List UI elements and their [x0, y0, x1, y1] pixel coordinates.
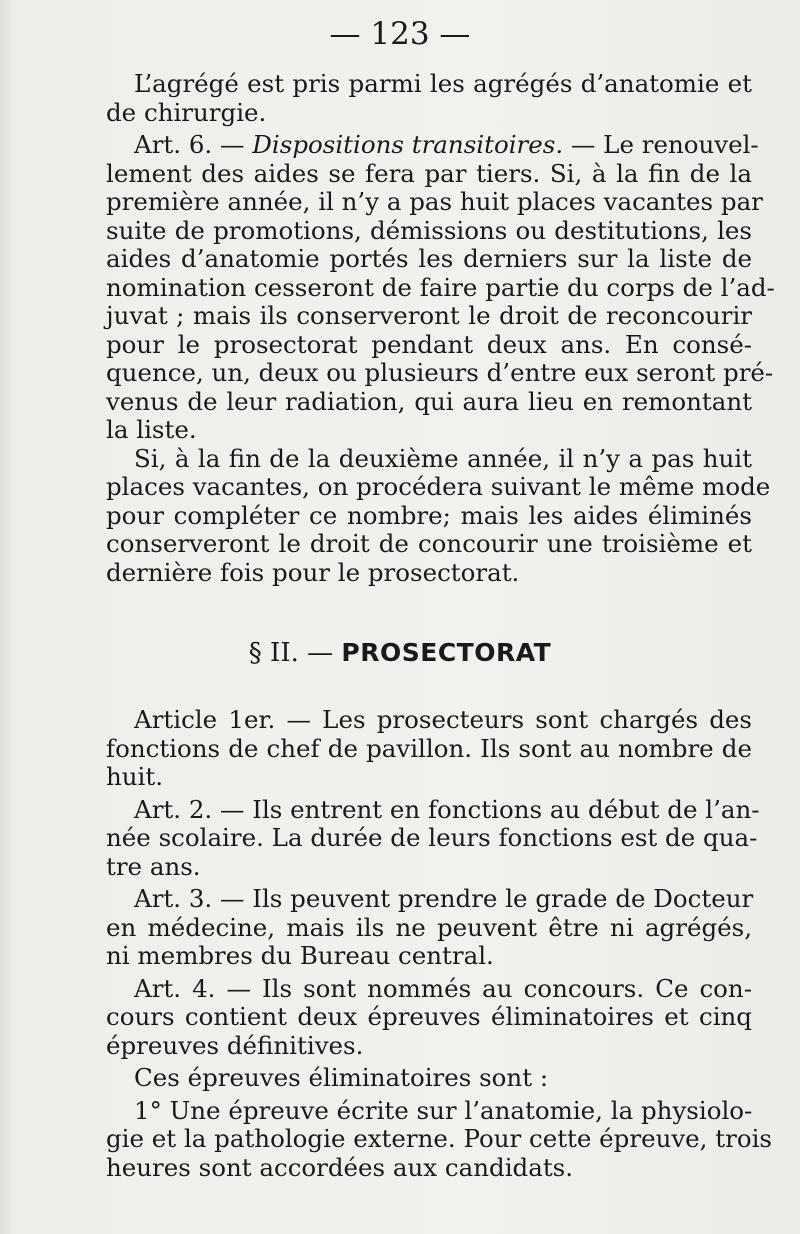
article-6-label: Art. 6. —: [134, 130, 253, 159]
text-line: première année, il n’y a pas huit places vacantes par: [106, 187, 763, 216]
text-line: de chirurgie.: [106, 97, 267, 127]
text-line: L’agrégé est pris parmi les agrégés d’anatomie et: [134, 69, 752, 98]
text-line: Ces épreuves éliminatoires sont :: [134, 1063, 549, 1092]
text-line: pour compléter ce nombre; mais les aides éliminés: [106, 500, 752, 530]
text-line: en médecine, mais ils ne peuvent être ni agrégés,: [106, 912, 752, 942]
article-2-line: Art. 2. — Ils entrent en fonctions au début de l’an-: [134, 794, 760, 824]
text-line: pour le prosectorat pendant deux ans. En consé-: [106, 329, 752, 359]
section-number: § II. —: [248, 638, 334, 668]
text-line: suite de promotions, démissions ou destitutions, les: [106, 215, 752, 245]
text-line: tre ans.: [106, 851, 201, 881]
text-line: aides d’anatomie portés les derniers sur la liste de: [106, 244, 752, 273]
text-line: cours contient deux épreuves éliminatoires et cinq: [106, 1002, 752, 1031]
section-heading: [0, 636, 800, 670]
article-6-title: Dispositions transitoires.: [252, 130, 564, 159]
text-block-top: [106, 69, 775, 587]
text-line: huit.: [106, 762, 164, 791]
article-6-text: — Le renouvel-: [563, 130, 759, 159]
article-6-heading-line: [106, 130, 759, 160]
text-line: places vacantes, on procédera suivant le même mode: [106, 472, 771, 501]
item-1-line: 1° Une épreuve écrite sur l’anatomie, la physiolo-: [134, 1095, 753, 1125]
text-block-prosectorat: [106, 705, 772, 1182]
text-line: gie et la pathologie externe. Pour cette épreuve, trois: [106, 1124, 772, 1153]
section-title: PROSECTORAT: [341, 638, 552, 667]
article-3-line: Art. 3. — Ils peuvent prendre le grade de Docteur: [134, 884, 754, 913]
text-line: Si, à la fin de la deuxième année, il n’y a pas huit: [134, 443, 752, 473]
text-line: nomination cesseront de faire partie du corps de l’ad-: [106, 272, 775, 302]
text-line: épreuves définitives.: [106, 1030, 364, 1060]
text-line: heures sont accordées aux candidats.: [106, 1152, 574, 1182]
text-line: lement des aides se fera par tiers. Si, à la fin de la: [106, 158, 752, 188]
text-line: venus de leur radiation, qui aura lieu en remontant: [106, 386, 752, 416]
text-line: ni membres du Bureau central.: [106, 941, 494, 970]
text-line: la liste.: [106, 415, 197, 444]
text-line: conserveront le droit de concourir une troisième et: [106, 529, 752, 558]
article-1-line: Article 1er. — Les prosecteurs sont chargés des: [134, 705, 752, 734]
text-line: quence, un, deux ou plusieurs d’entre eux seront pré-: [106, 358, 774, 387]
text-line: juvat ; mais ils conserveront le droit de reconcourir: [106, 301, 752, 330]
text-line: dernière fois pour le prosectorat.: [106, 557, 520, 587]
page-number: — 123 —: [329, 16, 471, 52]
article-4-line: Art. 4. — Ils sont nommés au concours. Ce con-: [134, 973, 752, 1003]
text-line: fonctions de chef de pavillon. Ils sont au nombre de: [106, 733, 752, 763]
text-line: née scolaire. La durée de leurs fonctions est de qua-: [106, 823, 758, 852]
